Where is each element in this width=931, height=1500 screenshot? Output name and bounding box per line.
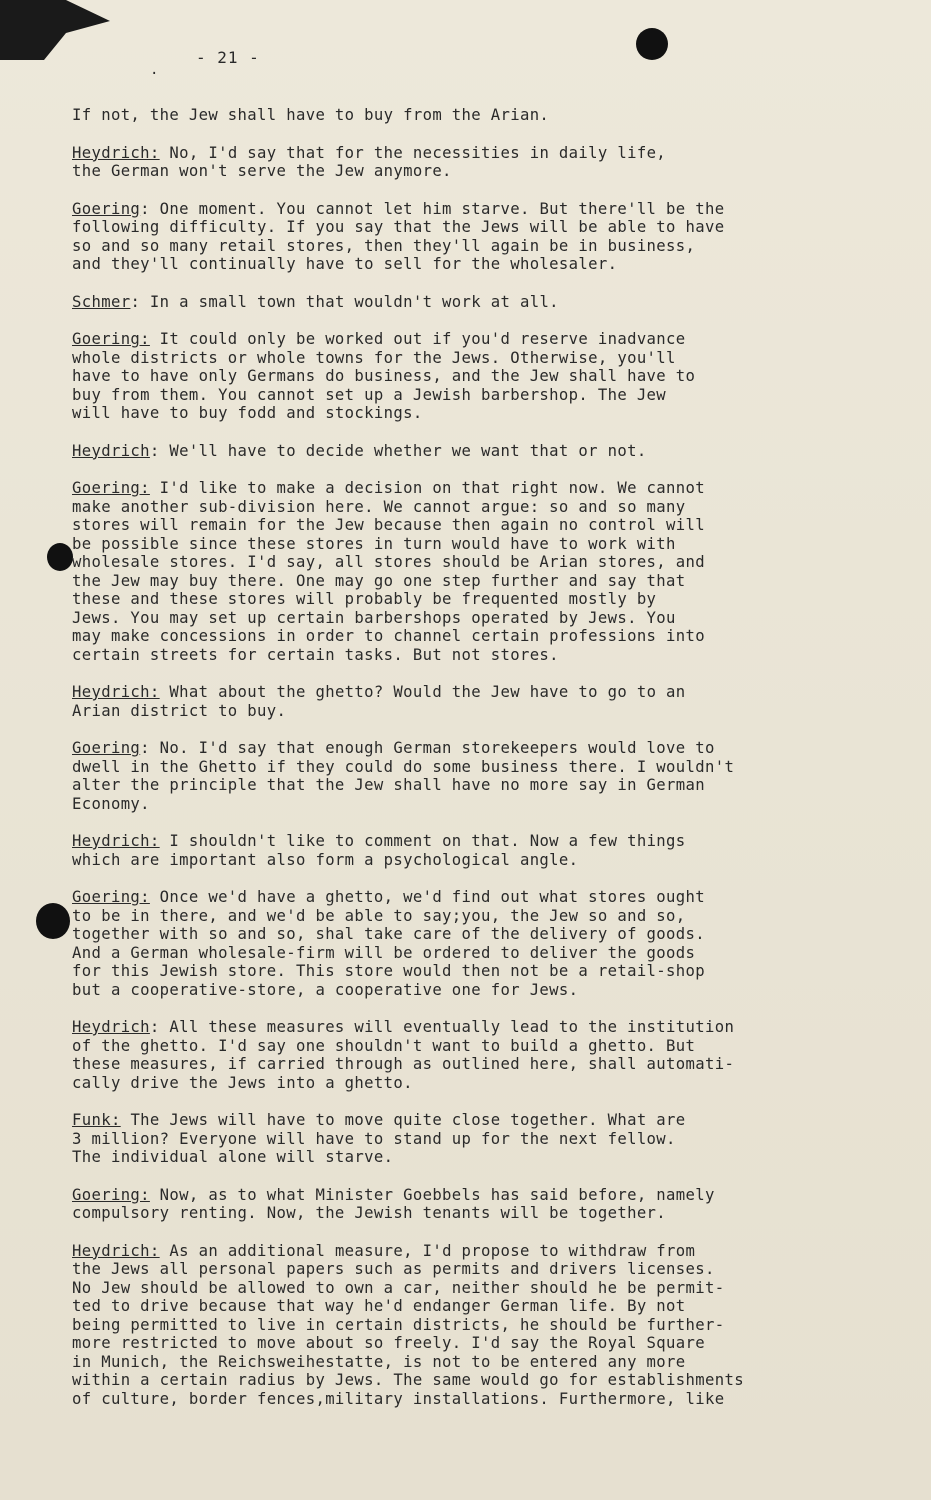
transcript-paragraph bbox=[72, 106, 892, 125]
punch-hole-middle bbox=[47, 543, 73, 571]
transcript-paragraph bbox=[72, 1186, 892, 1223]
transcript-paragraph bbox=[72, 200, 892, 274]
transcript-paragraph bbox=[72, 293, 892, 312]
transcript-paragraph bbox=[72, 1018, 892, 1092]
paragraph-text: Once we'd have a ghetto, we'd find out what stores ought to be in there, and we'd be able to say;you, the Jew so and so, together with so and so, shal take care of the delivery of goods. And a German wholesale-firm will be ordered to deliver the goods for this Jewish store. This store would then not be a retail-shop but a cooperative-store, a cooperative one for Jews. bbox=[72, 888, 705, 999]
paragraph-text: The Jews will have to move quite close together. What are 3 million? Everyone will have to stand up for the next fellow. The individual alone will starve. bbox=[72, 1111, 686, 1166]
speaker-name: Heydrich: bbox=[72, 1241, 160, 1260]
speaker-name: Heydrich: bbox=[72, 832, 160, 850]
paragraph-text: What about the ghetto? Would the Jew have to go to an Arian district to buy. bbox=[72, 683, 686, 720]
stray-dot: . bbox=[150, 62, 159, 78]
paragraph-text: I'd like to make a decision on that right now. We cannot make another sub-division here. We cannot argue: so and so many stores will remain for the Jew because then again no control will be possible since these stores in turn would have to work with wholesale stores. I'd say, all stores should be Arian stores, and the Jew may buy there. One may go one step further and say that these and these stores will probably be frequented mostly by Jews. You may set up certain barbershops operated by Jews. You may make concessions in order to channel certain professions into certain streets for certain tasks. But not stores. bbox=[72, 479, 705, 664]
speaker-name: Heydrich bbox=[72, 1018, 150, 1036]
paragraph-text: : All these measures will eventually lead to the institution of the ghetto. I'd say one shouldn't want to build a ghetto. But these measures, if carried through as outlined here, shall automati- cally drive the Jews into a ghetto. bbox=[72, 1018, 735, 1092]
transcript-paragraph bbox=[72, 1111, 892, 1167]
paragraph-text: : No. I'd say that enough German storekeepers would love to dwell in the Ghetto if they could do some business there. I wouldn't alter the principle that the Jew shall have no more say in German Economy. bbox=[72, 739, 735, 813]
speaker-name: Goering: bbox=[72, 330, 150, 348]
speaker-name: Goering bbox=[72, 739, 141, 757]
speaker-name: Heydrich: bbox=[72, 683, 160, 701]
speaker-name: Goering: bbox=[72, 888, 150, 906]
paragraph-text: No, I'd say that for the necessities in daily life, the German won't serve the Jew anymore. bbox=[72, 143, 667, 180]
transcript-paragraph bbox=[72, 330, 892, 423]
transcript-paragraph bbox=[72, 683, 892, 720]
speaker-name: Heydrich bbox=[72, 441, 150, 460]
speaker-name: Funk: bbox=[72, 1111, 121, 1129]
paragraph-text: : In a small town that wouldn't work at all. bbox=[130, 292, 559, 311]
speaker-name: Goering: bbox=[72, 1185, 150, 1204]
transcript-paragraph bbox=[72, 144, 892, 181]
punch-hole-top bbox=[636, 28, 668, 60]
corner-binding-mark bbox=[0, 0, 110, 60]
transcript-paragraph bbox=[72, 1242, 892, 1409]
transcript-paragraph bbox=[72, 479, 892, 664]
paragraph-text: : We'll have to decide whether we want that or not. bbox=[149, 441, 647, 460]
transcript-paragraph bbox=[72, 888, 892, 999]
punch-hole-lower bbox=[36, 903, 70, 939]
transcript-paragraph bbox=[72, 832, 892, 869]
paragraph-text: Now, as to what Minister Goebbels has said before, namely compulsory renting. Now, the Jewish tenants will be together. bbox=[72, 1185, 715, 1222]
transcript-paragraph bbox=[72, 442, 892, 461]
paragraph-text: It could only be worked out if you'd reserve inadvance whole districts or whole towns for the Jews. Otherwise, you'll have to have only Germans do business, and the Jew shall have to buy from them. You cannot set up a Jewish barbershop. The Jew will have to buy fodd and stockings. bbox=[72, 330, 696, 422]
speaker-name: Goering: bbox=[72, 479, 150, 497]
paragraph-text: : One moment. You cannot let him starve. But there'll be the following difficulty. If you say that the Jews will be able to have so and so many retail stores, then they'll again be in business, and they'll continually have to sell for the wholesaler. bbox=[72, 199, 725, 273]
speaker-name: Heydrich: bbox=[72, 143, 160, 162]
speaker-name: Goering bbox=[72, 199, 141, 218]
speaker-name: Schmer bbox=[72, 292, 131, 311]
transcript-paragraph bbox=[72, 739, 892, 813]
transcript-body bbox=[72, 106, 892, 1427]
paragraph-text: As an additional measure, I'd propose to withdraw from the Jews all personal papers such as permits and drivers licenses. No Jew should be allowed to own a car, neither should he be permit- ted to drive because that way he'd endanger German life. By not being permitted to live in certain districts, he should be further- more restricted to move about so freely. I'd say the Royal Square in Munich, the Reichsweihestatte, is not to be entered any more within a certain radius by Jews. The same would go for establishments of culture, border fences,military installations. Furthermore, like bbox=[72, 1241, 744, 1408]
paragraph-text: I shouldn't like to comment on that. Now a few things which are important also form a psychological angle. bbox=[72, 832, 686, 869]
page-number: - 21 - bbox=[196, 48, 260, 67]
paragraph-text: If not, the Jew shall have to buy from the Arian. bbox=[72, 106, 550, 124]
